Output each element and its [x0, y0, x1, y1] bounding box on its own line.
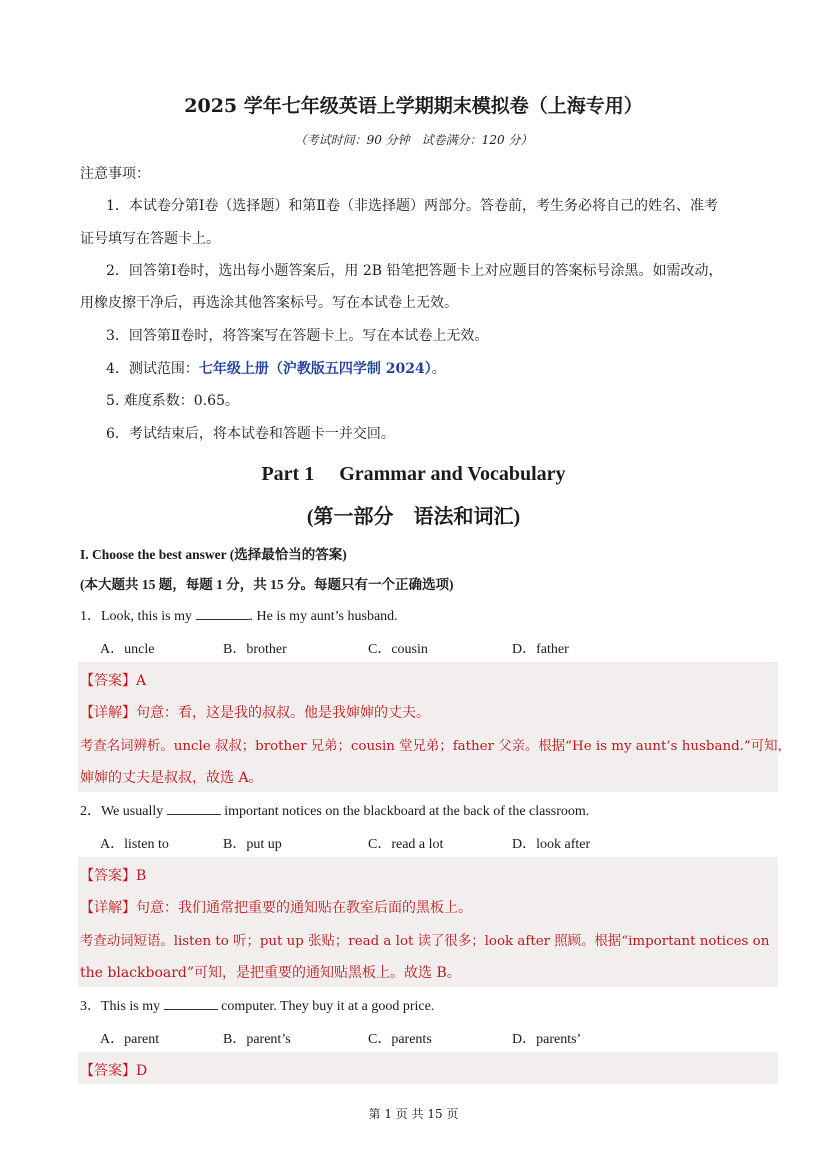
question-2-option-b: B．put up	[223, 837, 282, 852]
explanation-1-cont: 婶婶的丈夫是叔叔，故选 A。	[80, 770, 263, 786]
question-1-option-c: C．cousin	[368, 642, 428, 657]
answer-blank	[164, 995, 218, 1010]
note-item-2-cont: 用橡皮擦干净后，再选涂其他答案标号。写在本试卷上无效。	[80, 295, 458, 311]
answer-3: 【答案】D	[80, 1063, 148, 1079]
question-3-option-a: A．parent	[100, 1032, 160, 1047]
answer-blank	[167, 800, 221, 815]
question-3-option-c: C．parents	[368, 1032, 432, 1047]
explanation-2: 考查动词短语。listen to 听；put up 张贴；read a lot 读了很多；look after 照顾。根据“important notices on	[80, 934, 770, 949]
question-2-text-end: important notices on the blackboard at the back of the classroom.	[224, 804, 590, 819]
note-item-4	[106, 358, 446, 378]
question-1-text-end: . He is my aunt’s husband.	[249, 609, 398, 624]
exam-info: （考试时间：90 分钟 试卷满分：120 分）	[294, 133, 533, 147]
question-1-stem	[80, 605, 398, 625]
note-item-4-suffix: 。	[431, 361, 446, 377]
question-2-option-c: C．read a lot	[368, 837, 444, 852]
question-1-option-a: A．uncle	[100, 642, 155, 657]
note-item-2: 2．回答第Ⅰ卷时，选出每小题答案后，用 2B 铅笔把答题卡上对应题目的答案标号涂黑。如需改动，	[106, 263, 723, 279]
note-item-5: 5. 难度系数：0.65。	[106, 393, 239, 409]
question-2-stem	[80, 800, 589, 820]
page-number: 第 1 页 共 15 页	[368, 1107, 459, 1121]
section-heading: I. Choose the best answer (选择最恰当的答案)	[80, 547, 347, 562]
explanation-1: 考查名词辨析。uncle 叔叔；brother 兄弟；cousin 堂兄弟；father 父亲。根据“He is my aunt’s husband.”可知，	[80, 739, 791, 754]
question-1-text: 1．Look, this is my	[80, 609, 193, 624]
part-title-cn: (第一部分 语法和词汇)	[306, 506, 521, 528]
question-3-text-end: computer. They buy it at a good price.	[221, 999, 435, 1014]
note-item-1-cont: 证号填写在答题卡上。	[80, 231, 220, 247]
answer-2: 【答案】B	[80, 868, 147, 884]
question-1-option-d: D．father	[512, 642, 569, 657]
note-item-6: 6．考试结束后，将本试卷和答题卡一并交回。	[106, 426, 395, 442]
explanation-2-cont: the blackboard”可知，是把重要的通知贴黑板上。故选 B。	[80, 965, 461, 981]
question-3-stem	[80, 995, 434, 1015]
question-3-option-b: B．parent’s	[223, 1032, 291, 1047]
notes-heading: 注意事项：	[80, 166, 150, 182]
question-2-text: 2．We usually	[80, 804, 164, 819]
answer-box-3	[78, 1052, 778, 1084]
question-3-text: 3．This is my	[80, 999, 161, 1014]
question-3-option-d: D．parents’	[512, 1032, 582, 1047]
question-1-option-b: B．brother	[223, 642, 287, 657]
answer-1: 【答案】A	[80, 673, 147, 689]
detail-2: 【详解】句意：我们通常把重要的通知贴在教室后面的黑板上。	[80, 900, 472, 916]
question-2-option-d: D．look after	[512, 837, 591, 852]
section-instruction: (本大题共 15 题，每题 1 分，共 15 分。每题只有一个正确选项)	[80, 577, 454, 592]
answer-blank	[196, 605, 250, 620]
detail-1: 【详解】句意：看，这是我的叔叔。他是我婶婶的丈夫。	[80, 705, 430, 721]
part-title: Part 1 Grammar and Vocabulary	[261, 463, 566, 485]
question-2-option-a: A．listen to	[100, 837, 169, 852]
note-item-4-prefix: 4．测试范围：	[106, 361, 199, 377]
note-item-1: 1．本试卷分第Ⅰ卷（选择题）和第Ⅱ卷（非选择题）两部分。答卷前，考生务必将自己的姓名、准考	[106, 198, 718, 214]
page-title: 2025 学年七年级英语上学期期末模拟卷（上海专用）	[184, 95, 643, 117]
test-range: 七年级上册（沪教版五四学制 2024）	[198, 361, 432, 377]
note-item-3: 3．回答第Ⅱ卷时，将答案写在答题卡上。写在本试卷上无效。	[106, 328, 489, 344]
